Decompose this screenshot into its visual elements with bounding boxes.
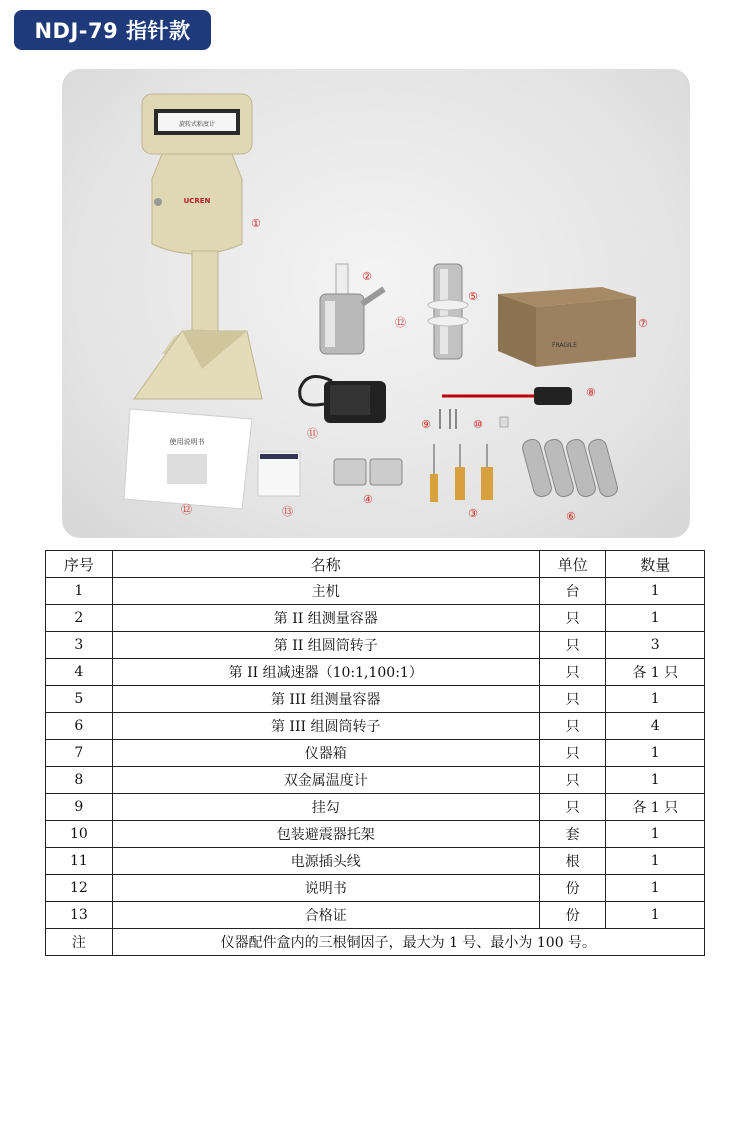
cell-name: 包装避震器托架 bbox=[112, 821, 539, 848]
cell-name: 合格证 bbox=[112, 902, 539, 929]
cell-unit: 台 bbox=[539, 578, 606, 605]
cell-no: 3 bbox=[46, 632, 113, 659]
callout-12a: ⑫ bbox=[395, 316, 406, 329]
cell-unit: 只 bbox=[539, 794, 606, 821]
callout-8: ⑧ bbox=[586, 386, 596, 399]
cell-qty: 1 bbox=[606, 686, 705, 713]
device-face-label: 旋转式粘度计 bbox=[178, 121, 216, 128]
cell-no: 13 bbox=[46, 902, 113, 929]
header-name: 名称 bbox=[112, 551, 539, 578]
page-title: NDJ-79 指针款 bbox=[14, 10, 211, 50]
cell-no: 9 bbox=[46, 794, 113, 821]
cell-unit: 份 bbox=[539, 875, 606, 902]
note-row bbox=[46, 929, 705, 956]
callout-4: ④ bbox=[363, 493, 373, 506]
cell-name: 第 II 组减速器（10:1,100:1） bbox=[112, 659, 539, 686]
cell-no: 4 bbox=[46, 659, 113, 686]
cell-unit: 只 bbox=[539, 740, 606, 767]
speed-reducers bbox=[334, 459, 402, 485]
cell-name: 主机 bbox=[112, 578, 539, 605]
cell-qty: 各 1 只 bbox=[606, 659, 705, 686]
cell-no: 7 bbox=[46, 740, 113, 767]
callout-9: ⑨ bbox=[421, 418, 431, 431]
cell-qty: 1 bbox=[606, 848, 705, 875]
callout-3: ③ bbox=[468, 507, 478, 520]
callout-1: ① bbox=[251, 217, 261, 230]
cell-unit: 只 bbox=[539, 686, 606, 713]
cell-qty: 1 bbox=[606, 821, 705, 848]
cell-name: 挂勾 bbox=[112, 794, 539, 821]
cell-qty: 1 bbox=[606, 875, 705, 902]
cell-unit: 份 bbox=[539, 902, 606, 929]
power-adapter bbox=[300, 377, 386, 424]
header-qty: 数量 bbox=[606, 551, 705, 578]
cell-no: 2 bbox=[46, 605, 113, 632]
cell-no: 6 bbox=[46, 713, 113, 740]
table-row bbox=[46, 713, 705, 740]
cell-qty: 1 bbox=[606, 767, 705, 794]
cell-name: 第 II 组测量容器 bbox=[112, 605, 539, 632]
cell-qty: 4 bbox=[606, 713, 705, 740]
header-no: 序号 bbox=[46, 551, 113, 578]
cell-no: 8 bbox=[46, 767, 113, 794]
cell-unit: 只 bbox=[539, 632, 606, 659]
table-row bbox=[46, 659, 705, 686]
callout-10: ⑩ bbox=[473, 418, 483, 431]
callout-11: ⑪ bbox=[307, 427, 318, 440]
note-text: 仪器配件盒内的三根铜因子，最大为 1 号、最小为 100 号。 bbox=[112, 929, 704, 956]
cell-qty: 1 bbox=[606, 902, 705, 929]
table-row bbox=[46, 686, 705, 713]
table-row bbox=[46, 740, 705, 767]
cell-no: 12 bbox=[46, 875, 113, 902]
cell-name: 第 III 组测量容器 bbox=[112, 686, 539, 713]
callout-12b: ⑫ bbox=[181, 503, 192, 516]
cell-unit: 只 bbox=[539, 767, 606, 794]
cell-no: 1 bbox=[46, 578, 113, 605]
measuring-container-5 bbox=[428, 264, 468, 359]
table-row bbox=[46, 767, 705, 794]
cell-unit: 只 bbox=[539, 713, 606, 740]
callout-2: ② bbox=[362, 270, 372, 283]
callout-7: ⑦ bbox=[638, 317, 648, 330]
certificate bbox=[258, 452, 300, 496]
cell-qty: 1 bbox=[606, 740, 705, 767]
thermometer bbox=[442, 387, 572, 405]
table-row bbox=[46, 794, 705, 821]
box-fragile-label: FRAGILE bbox=[552, 342, 577, 349]
cylinder-rotors-3 bbox=[430, 444, 493, 502]
cell-qty: 1 bbox=[606, 578, 705, 605]
table-row bbox=[46, 902, 705, 929]
callout-13: ⑬ bbox=[282, 505, 293, 518]
header-unit: 单位 bbox=[539, 551, 606, 578]
cell-unit: 套 bbox=[539, 821, 606, 848]
measuring-container-2 bbox=[320, 264, 384, 354]
table-row bbox=[46, 875, 705, 902]
product-photo bbox=[62, 69, 690, 538]
cell-name: 第 III 组圆筒转子 bbox=[112, 713, 539, 740]
cell-no: 5 bbox=[46, 686, 113, 713]
table-row bbox=[46, 632, 705, 659]
callout-6: ⑥ bbox=[566, 510, 576, 523]
cell-name: 电源插头线 bbox=[112, 848, 539, 875]
cell-unit: 只 bbox=[539, 605, 606, 632]
cell-no: 11 bbox=[46, 848, 113, 875]
brand-logo: UCREN bbox=[183, 197, 211, 205]
instruction-manual bbox=[124, 409, 252, 509]
note-label: 注 bbox=[46, 929, 113, 956]
cell-name: 仪器箱 bbox=[112, 740, 539, 767]
table-row bbox=[46, 578, 705, 605]
table-row bbox=[46, 605, 705, 632]
instrument-box bbox=[498, 287, 636, 367]
manual-title: 使用说明书 bbox=[169, 438, 205, 446]
cell-unit: 只 bbox=[539, 659, 606, 686]
table-row bbox=[46, 821, 705, 848]
table-row bbox=[46, 848, 705, 875]
cylinder-rotors-6 bbox=[521, 438, 619, 499]
cell-name: 说明书 bbox=[112, 875, 539, 902]
cell-no: 10 bbox=[46, 821, 113, 848]
cell-qty: 各 1 只 bbox=[606, 794, 705, 821]
viscometer-main-unit bbox=[134, 94, 262, 399]
cell-qty: 3 bbox=[606, 632, 705, 659]
cell-name: 第 II 组圆筒转子 bbox=[112, 632, 539, 659]
cell-qty: 1 bbox=[606, 605, 705, 632]
table-header-row bbox=[46, 551, 705, 578]
callout-5: ⑤ bbox=[468, 290, 478, 303]
parts-list-table bbox=[45, 550, 705, 956]
cell-unit: 根 bbox=[539, 848, 606, 875]
cell-name: 双金属温度计 bbox=[112, 767, 539, 794]
